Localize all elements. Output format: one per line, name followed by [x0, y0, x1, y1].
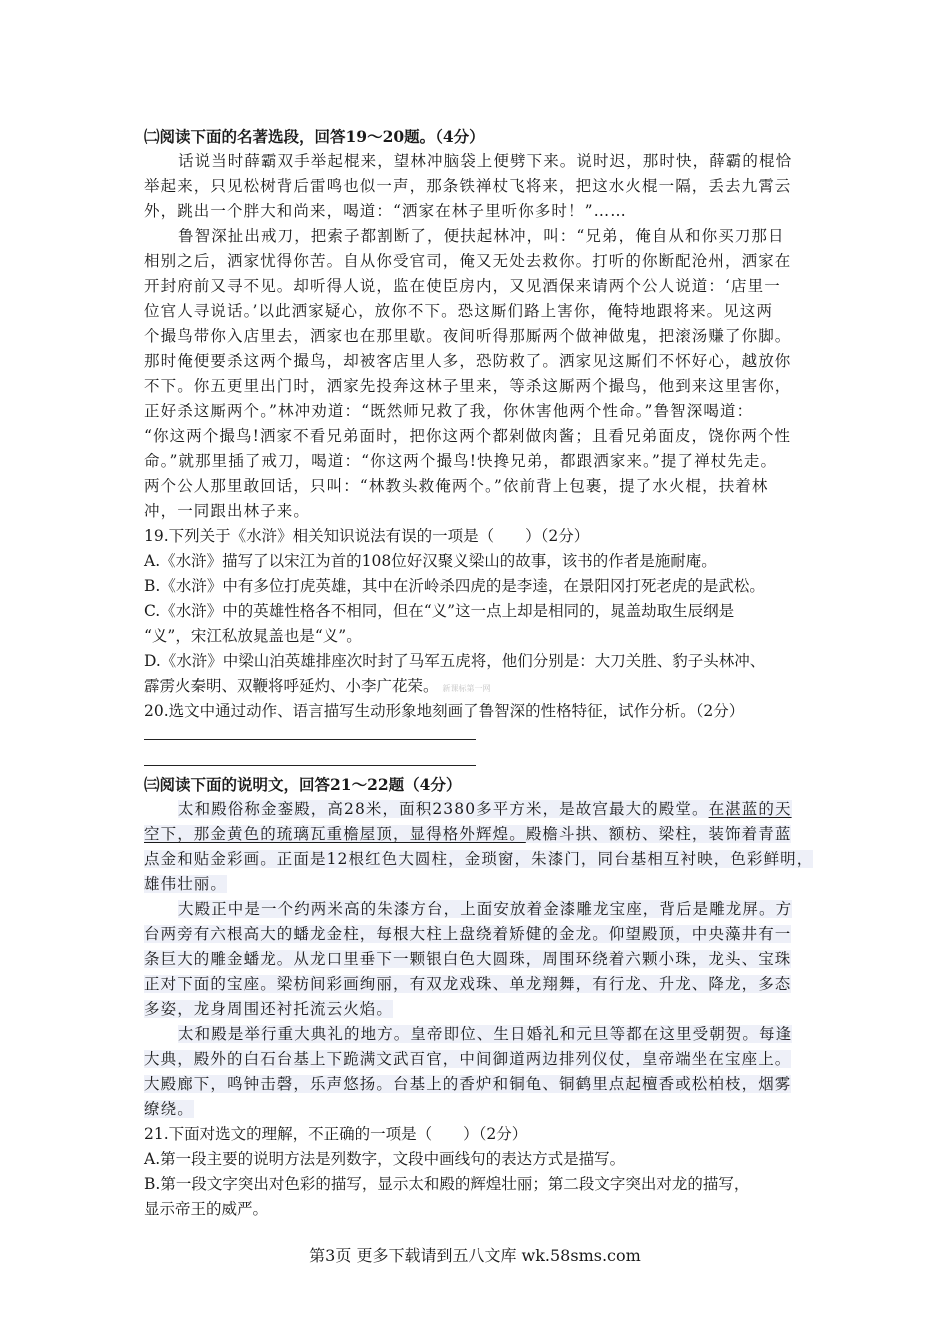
question-21-option-a: A.第一段主要的说明方法是列数字，文段中画线句的表达方式是描写。 [144, 1150, 626, 1168]
question-21-option-b: B.第一段文字突出对色彩的描写，显示太和殿的辉煌壮丽；第二段文字突出对龙的描写， [144, 1175, 750, 1193]
question-19-option-d: D.《水浒》中梁山泊英雄排座次时封了马军五虎将，他们分别是：大刀关胜、豹子头林冲、 [144, 652, 766, 670]
watermark-text: 新课标第一网 [442, 684, 491, 693]
page-footer: 第3页 更多下载请到五八文库 wk.58sms.com [309, 1246, 641, 1265]
question-19-option-a: A.《水浒》描写了以宋江为首的108位好汉聚义梁山的故事，该书的作者是施耐庵。 [144, 552, 717, 570]
paragraph-2-line [144, 997, 814, 1022]
paragraph-3-line [144, 1022, 814, 1047]
question-19-option-c: C.《水浒》中的英雄性格各不相同，但在“义”这一点上却是相同的，晁盖劫取生辰纲是 [144, 602, 735, 620]
paragraph-3-text: 太和殿是举行重大典礼的地方。皇帝即位、生日婚礼和元旦等都在这里受朝贺。每逢 [178, 1025, 793, 1043]
paragraph-3-text: 缭绕。 [144, 1100, 194, 1118]
paragraph-3-line [144, 1047, 814, 1072]
question-19-stem: 19.下列关于《水浒》相关知识说法有误的一项是（ ）（2分） [144, 527, 590, 545]
paragraph-2-text: 正对下面的宝座。梁枋间彩画绚丽，有双龙戏珠、单龙翔舞，有行龙、升龙、降龙，多态 [144, 975, 792, 993]
section-2-heading: ㈡阅读下面的名著选段，回答19～20题。（4分） [144, 127, 485, 146]
passage-line: 命。”就那里插了戒刀，喝道：“你这两个撮鸟!快搀兄弟，都跟洒家来。”提了禅杖先走。 [144, 452, 778, 470]
option-d-text: 霹雳火秦明、双鞭将呼延灼、小李广花荣。 [144, 677, 439, 695]
paragraph-1-line [144, 822, 814, 847]
question-21-option-b-cont: 显示帝王的威严。 [144, 1200, 269, 1218]
section-3 [144, 772, 814, 1222]
answer-line[interactable] [144, 765, 476, 766]
paragraph-1-line [144, 847, 814, 872]
paragraph-2-line [144, 897, 814, 922]
paragraph-1-text: 殿檐斗拱、额枋、梁柱，装饰着青蓝 [525, 825, 792, 843]
section-2 [144, 124, 814, 724]
paragraph-3-text: 大殿廊下，鸣钟击磬，乐声悠扬。台基上的香炉和铜龟、铜鹤里点起檀香或松柏枝，烟雾 [144, 1075, 792, 1093]
paragraph-2-line [144, 922, 814, 947]
paragraph-3-line [144, 1097, 814, 1122]
passage-line: 正好杀这厮两个。”林冲劝道：“既然师兄救了我，你休害他两个性命。”鲁智深喝道： [144, 402, 754, 420]
passage-line: 位官人寻说话。’以此洒家疑心，放你不下。恐这厮们路上害你，俺特地跟将来。见这两 [144, 302, 774, 320]
paragraph-3-text: 大典，殿外的白石台基上下跪满文武百官，中间御道两边排列仪仗，皇帝端坐在宝座上。 [144, 1050, 792, 1068]
answer-line[interactable] [144, 739, 476, 740]
paragraph-1-text: 点金和贴金彩画。正面是12根红色大圆柱，金琐窗，朱漆门，同台基相互衬映，色彩鲜明， [144, 850, 814, 868]
question-19-option-b: B.《水浒》中有多位打虎英雄，其中在沂岭杀四虎的是李逵，在景阳冈打死老虎的是武松。 [144, 577, 765, 595]
passage-line: 相别之后，洒家忧得你苦。自从你受官司，俺又无处去救你。打听的你断配沧州，洒家在 [144, 252, 792, 270]
passage-line: 鲁智深扯出戒刀，把索子都割断了，便扶起林冲，叫：“兄弟，俺自从和你买刀那日 [178, 227, 785, 245]
passage-line: 两个公人那里敢回话，只叫：“林教头救俺两个。”依前背上包裹，提了水火棍，扶着林 [144, 477, 769, 495]
paragraph-2-text: 大殿正中是一个约两米高的朱漆方台，上面安放着金漆雕龙宝座，背后是雕龙屏。方 [178, 900, 793, 918]
underlined-sentence: 在湛蓝的天 [708, 800, 792, 818]
underlined-sentence: 空下，那金黄色的琉璃瓦重檐屋顶，显得格外辉煌。 [144, 825, 526, 843]
paragraph-1-line [144, 872, 814, 897]
paragraph-1-line [144, 797, 814, 822]
passage-line: 举起来，只见松树背后雷鸣也似一声，那条铁禅杖飞将来，把这水火棍一隔，丢去九霄云 [144, 177, 792, 195]
paragraph-1-text: 太和殿俗称金銮殿，高28米，面积2380多平方米，是故宫最大的殿堂。 [178, 800, 709, 818]
paragraph-3-line [144, 1072, 814, 1097]
section-3-heading: ㈢阅读下面的说明文，回答21～22题（4分） [144, 775, 462, 794]
passage-line: 冲，一同跟出林子来。 [144, 502, 311, 520]
passage-line: 不下。你五更里出门时，洒家先投奔这林子里来，等杀这厮两个撮鸟，他到来这里害你， [144, 377, 792, 395]
passage-line: “你这两个撮鸟!洒家不看兄弟面时，把你这两个都剁做肉酱；且看兄弟面皮，饶你两个性 [144, 427, 792, 445]
passage-line: 外，跳出一个胖大和尚来，喝道：“洒家在林子里听你多时！”…… [144, 202, 627, 220]
question-19-option-c-cont: “义”，宋江私放晁盖也是“义”。 [144, 627, 362, 645]
question-21-stem: 21.下面对选文的理解，不正确的一项是（ ）（2分） [144, 1125, 528, 1143]
paragraph-2-line [144, 972, 814, 997]
passage-line: 话说当时薛霸双手举起棍来，望林冲脑袋上便劈下来。说时迟，那时快，薛霸的棍恰 [178, 152, 793, 170]
question-20-stem: 20.选文中通过动作、语言描写生动形象地刻画了鲁智深的性格特征，试作分析。（2分） [144, 702, 745, 720]
paragraph-2-line [144, 947, 814, 972]
paragraph-2-text: 台两旁有六根高大的蟠龙金柱，每根大柱上盘绕着矫健的金龙。仰望殿顶，中央藻井有一 [144, 925, 792, 943]
paragraph-2-text: 多姿，龙身周围还衬托流云火焰。 [144, 1000, 394, 1018]
question-19-option-d-cont [144, 674, 814, 699]
passage-line: 开封府前又寻不见。却听得人说，监在使臣房内，又见酒保来请两个公人说道：‘店里一 [144, 277, 781, 295]
paragraph-1-text: 雄伟壮丽。 [144, 875, 228, 893]
passage-line: 个撮鸟带你入店里去，洒家也在那里歇。夜间听得那厮两个做神做鬼，把滚汤赚了你脚。 [144, 327, 792, 345]
paragraph-2-text: 条巨大的雕金蟠龙。从龙口里垂下一颗银白色大圆珠，周围环绕着六颗小珠，龙头、宝珠 [144, 950, 792, 968]
passage-line: 那时俺便要杀这两个撮鸟，却被客店里人多，恐防救了。洒家见这厮们不怀好心，越放你 [144, 352, 792, 370]
